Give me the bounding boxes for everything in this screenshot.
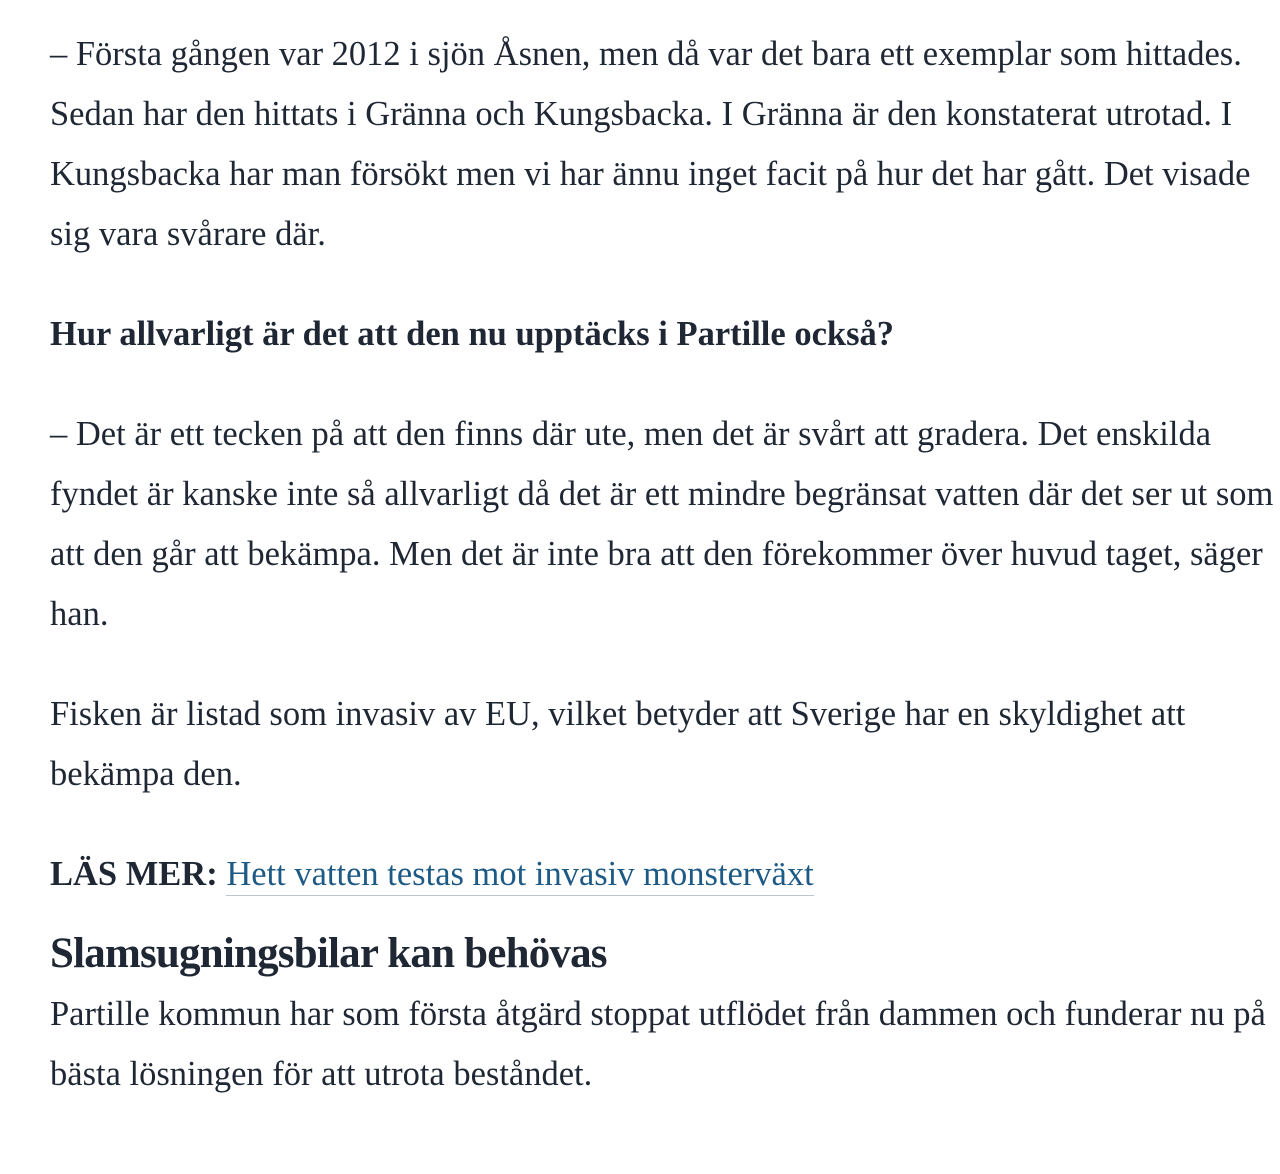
interview-question: Hur allvarligt är det att den nu upptäcks i Partille också? — [50, 315, 895, 353]
section-heading: Slamsugningsbilar kan behövas — [50, 930, 607, 977]
paragraph-eu: Fisken är listad som invasiv av EU, vilket betyder att Sverige har en skyldighet att bekämpa den. — [50, 695, 1186, 793]
paragraph-section-body: Partille kommun har som första åtgärd stoppat utflödet från dammen och funderar nu på bästa lösningen för att utrota beståndet. — [50, 995, 1266, 1093]
read-more-label: LÄS MER: — [50, 855, 218, 893]
read-more-link[interactable]: Hett vatten testas mot invasiv monsterväxt — [226, 855, 813, 896]
read-more — [50, 844, 1275, 904]
paragraph-history: – Första gången var 2012 i sjön Åsnen, men då var det bara ett exemplar som hittades. Sedan har den hittats i Gränna och Kungsbacka. I Gränna är den konstaterat utrotad. I Kungsbacka har man försökt men vi har ännu inget facit på hur det har gått. Det visade sig vara svårare där. — [50, 35, 1251, 253]
paragraph-answer: – Det är ett tecken på att den finns där ute, men det är svårt att gradera. Det enskilda fyndet är kanske inte så allvarligt då det är ett mindre begränsat vatten där det ser ut som att den går att bekämpa. Men det är inte bra att den förekommer över huvud taget, säger han. — [50, 415, 1274, 633]
